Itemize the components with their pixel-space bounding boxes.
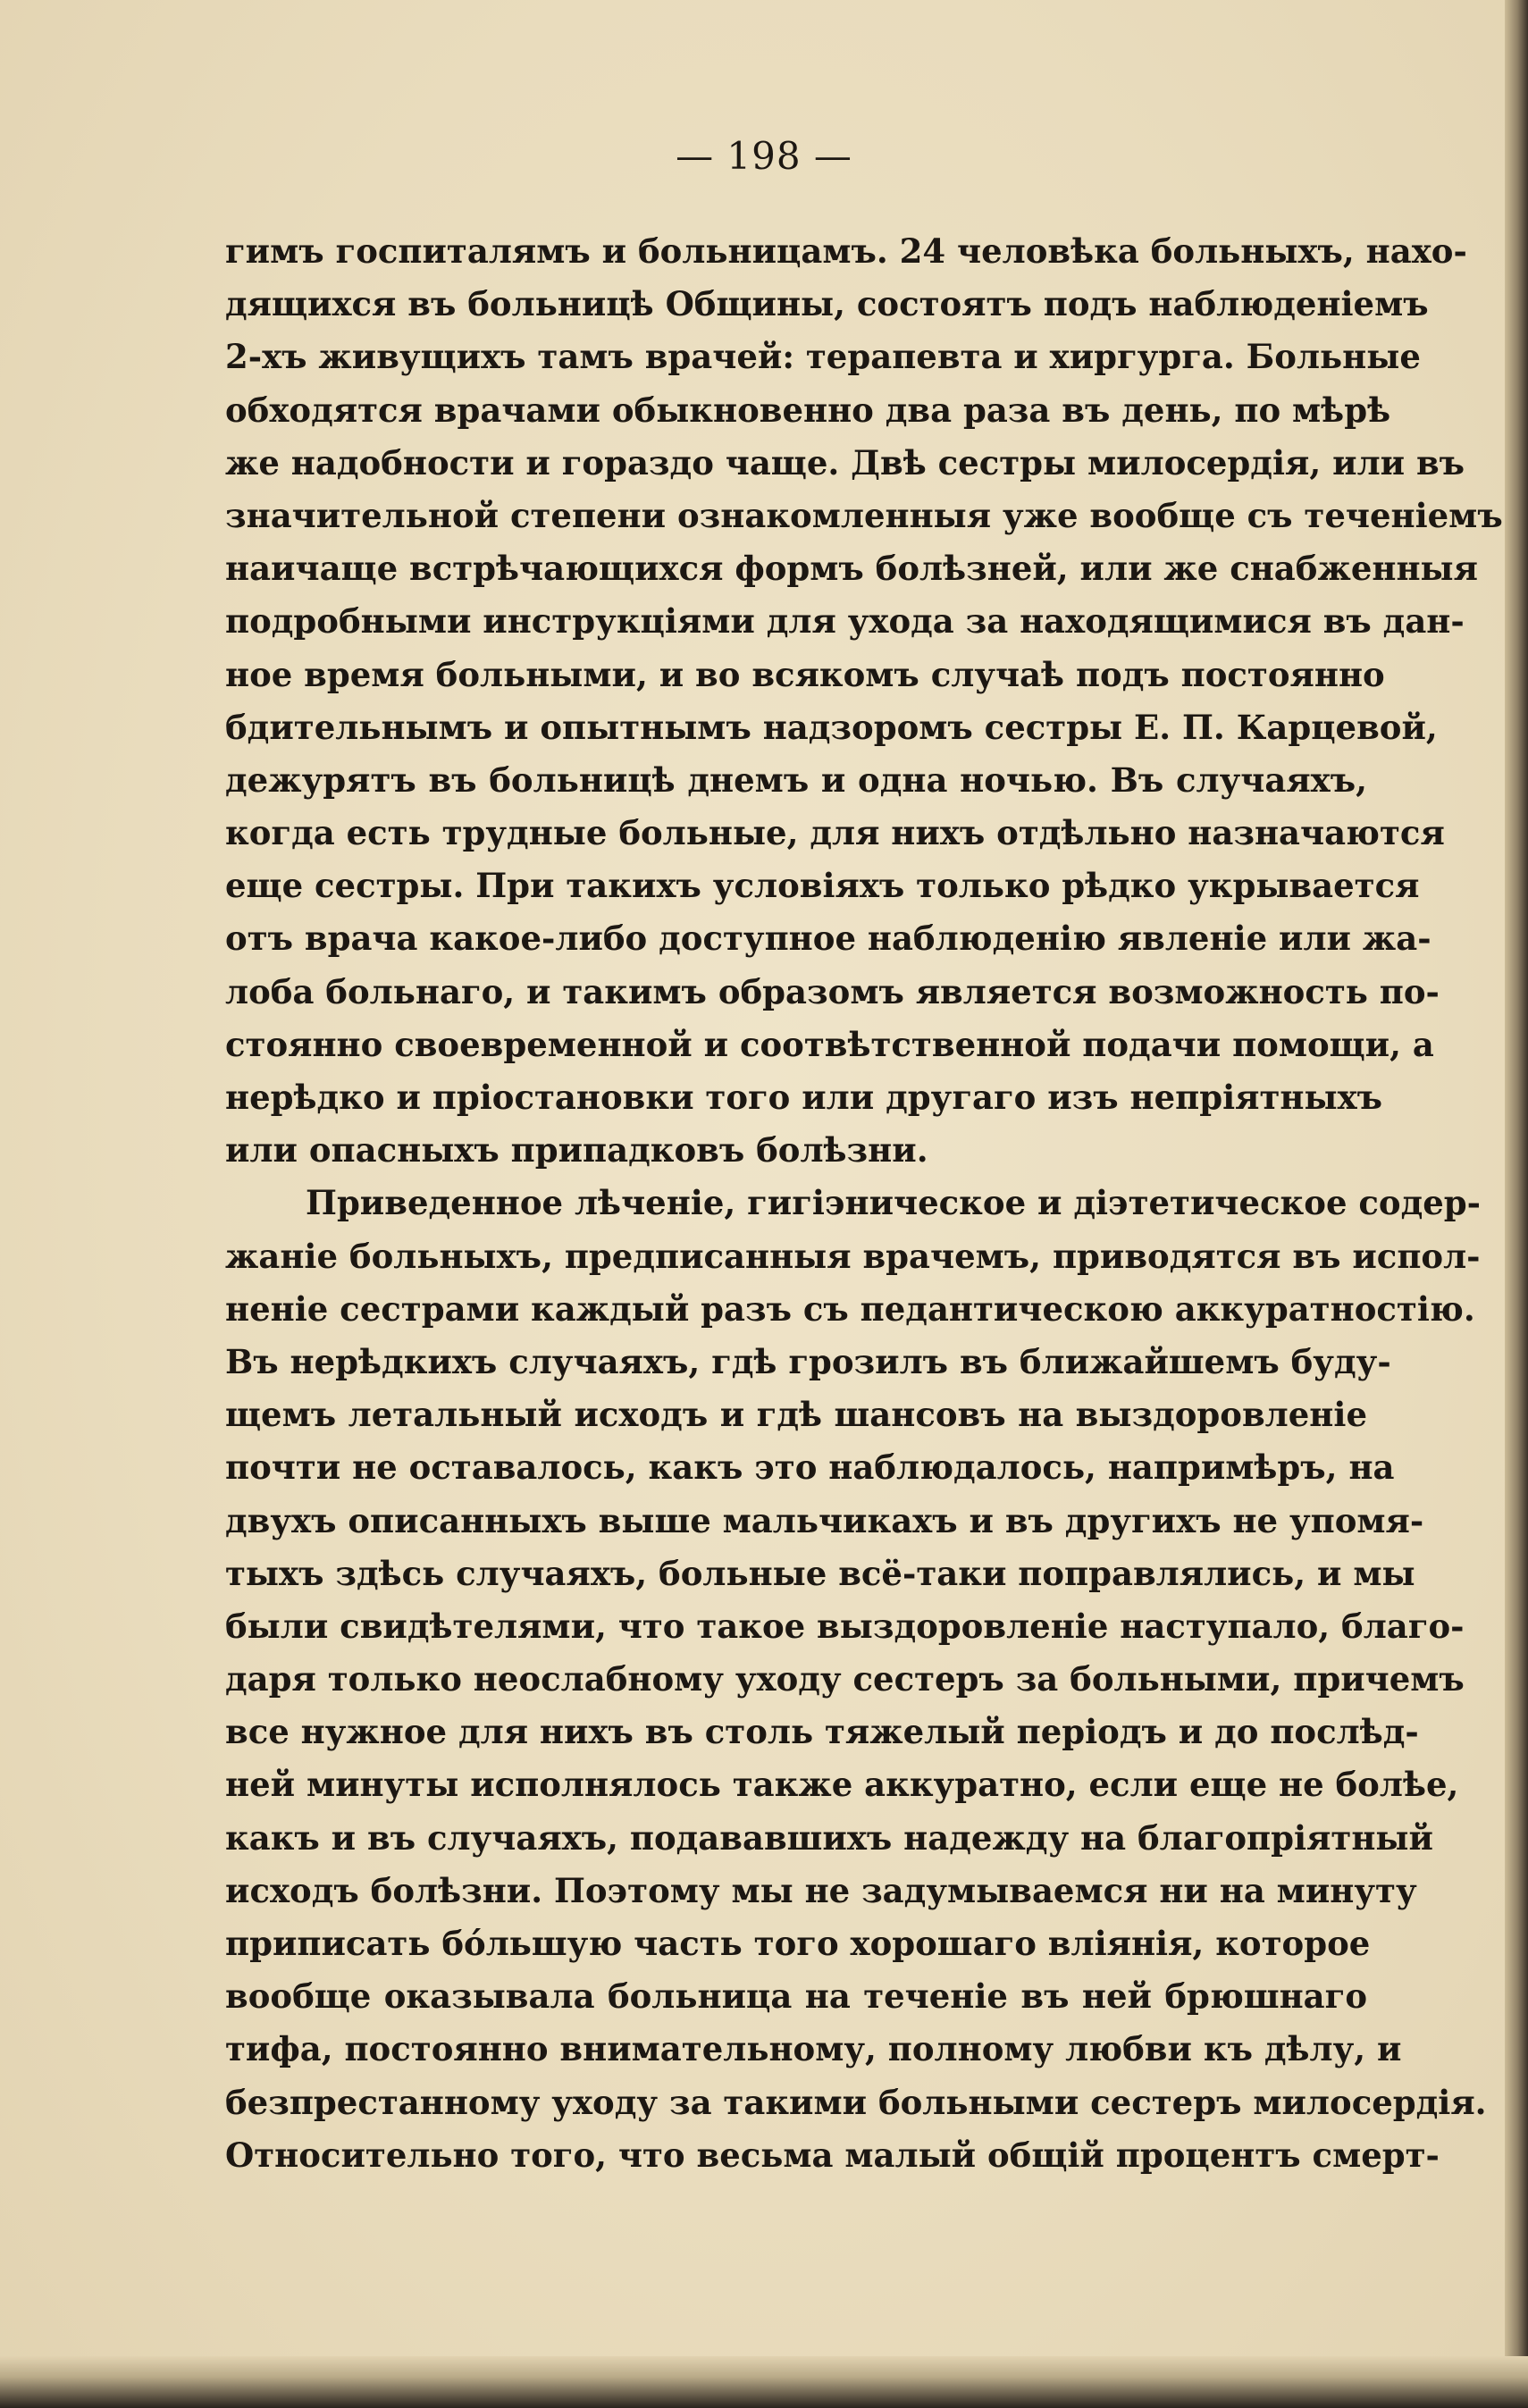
page-edge-shadow-bottom: [0, 2356, 1528, 2408]
text-line: все нужное для нихъ въ столь тяжелый періодъ и до послѣд-: [225, 1712, 1419, 1752]
text-line: гимъ госпиталямъ и больницамъ. 24 человѣка больныхъ, нахо-: [225, 231, 1467, 271]
text-line: когда есть трудные больные, для нихъ отдѣльно назначаются: [225, 813, 1445, 853]
text-line: были свидѣтелями, что такое выздоровленіе наступало, благо-: [225, 1606, 1465, 1646]
text-line: почти не оставалось, какъ это наблюдалось, напримѣръ, на: [225, 1447, 1395, 1488]
text-line: нерѣдко и пріостановки того или другаго изъ непріятныхъ: [225, 1078, 1383, 1117]
text-line: еще сестры. При такихъ условіяхъ только рѣдко укрывается: [225, 866, 1420, 906]
text-line: исходъ болѣзни. Поэтому мы не задумываемся ни на минуту: [225, 1870, 1417, 1910]
text-line: Приведенное лѣченіе, гигіэническое и діэтетическое содер-: [306, 1183, 1482, 1223]
text-line: отъ врача какое-либо доступное наблюденію явленіе или жа-: [225, 919, 1431, 959]
text-line: подробными инструкціями для ухода за находящимися въ дан-: [225, 601, 1465, 642]
text-line: бдительнымъ и опытнымъ надзоромъ сестры Е. П. Карцевой,: [225, 707, 1438, 747]
text-line: тифа, постоянно внимательному, полному любви къ дѣлу, и: [225, 2029, 1402, 2069]
text-line: приписать бо́льшую часть того хорошаго вліянія, которое: [225, 1924, 1371, 1963]
text-line: же надобности и гораздо чаще. Двѣ сестры милосердія, или въ: [225, 442, 1465, 482]
page-edge-shadow-right: [1505, 0, 1528, 2408]
text-line: лоба больнаго, и такимъ образомъ является возможность по-: [225, 971, 1440, 1011]
text-line: ное время больными, и во всякомъ случаѣ подъ постоянно: [225, 654, 1385, 694]
text-line: даря только неослабному уходу сестеръ за больными, причемъ: [225, 1659, 1465, 1699]
text-line: Въ нерѣдкихъ случаяхъ, гдѣ грозилъ въ ближайшемъ буду-: [225, 1341, 1391, 1381]
text-line: жаніе больныхъ, предписанныя врачемъ, приводятся въ испол-: [225, 1236, 1481, 1276]
paragraph: [225, 225, 1503, 1177]
text-line: или опасныхъ припадковъ болѣзни.: [225, 1130, 928, 1170]
text-line: щемъ летальный исходъ и гдѣ шансовъ на выздоровленіе: [225, 1395, 1367, 1435]
text-line: 2-хъ живущихъ тамъ врачей: терапевта и хиргурга. Больные: [225, 337, 1421, 377]
text-line: дящихся въ больницѣ Общины, состоятъ подъ наблюденіемъ: [225, 284, 1429, 324]
text-line: стоянно своевременной и соотвѣтственной подачи помощи, а: [225, 1024, 1434, 1064]
text-line: двухъ описанныхъ выше мальчикахъ и въ другихъ не упомя-: [225, 1500, 1424, 1540]
body-text: [225, 225, 1503, 2182]
text-line: тыхъ здѣсь случаяхъ, больные всё-таки поправлялись, и мы: [225, 1553, 1415, 1593]
text-line: какъ и въ случаяхъ, подававшихъ надежду на благопріятный: [225, 1817, 1433, 1858]
text-line: вообще оказывала больница на теченіе въ ней брюшнаго: [225, 1976, 1367, 2017]
text-line: дежурятъ въ больницѣ днемъ и одна ночью. Въ случаяхъ,: [225, 759, 1367, 800]
page-number: — 198 —: [676, 134, 852, 178]
paragraph: [225, 1177, 1487, 2182]
text-line: безпрестанному уходу за такими больными сестеръ милосердія.: [225, 2082, 1487, 2122]
text-line: неніе сестрами каждый разъ съ педантическою аккуратностію.: [225, 1288, 1475, 1329]
text-line: обходятся врачами обыкновенно два раза въ день, по мѣрѣ: [225, 390, 1391, 430]
text-line: ней минуты исполнялось также аккуратно, если еще не болѣе,: [225, 1765, 1459, 1805]
text-line: значительной степени ознакомленныя уже вообще съ теченіемъ: [225, 495, 1503, 535]
text-line: наичаще встрѣчающихся формъ болѣзней, или же снабженныя: [225, 549, 1478, 589]
text-line: Относительно того, что весьма малый общій процентъ смерт-: [225, 2135, 1440, 2175]
